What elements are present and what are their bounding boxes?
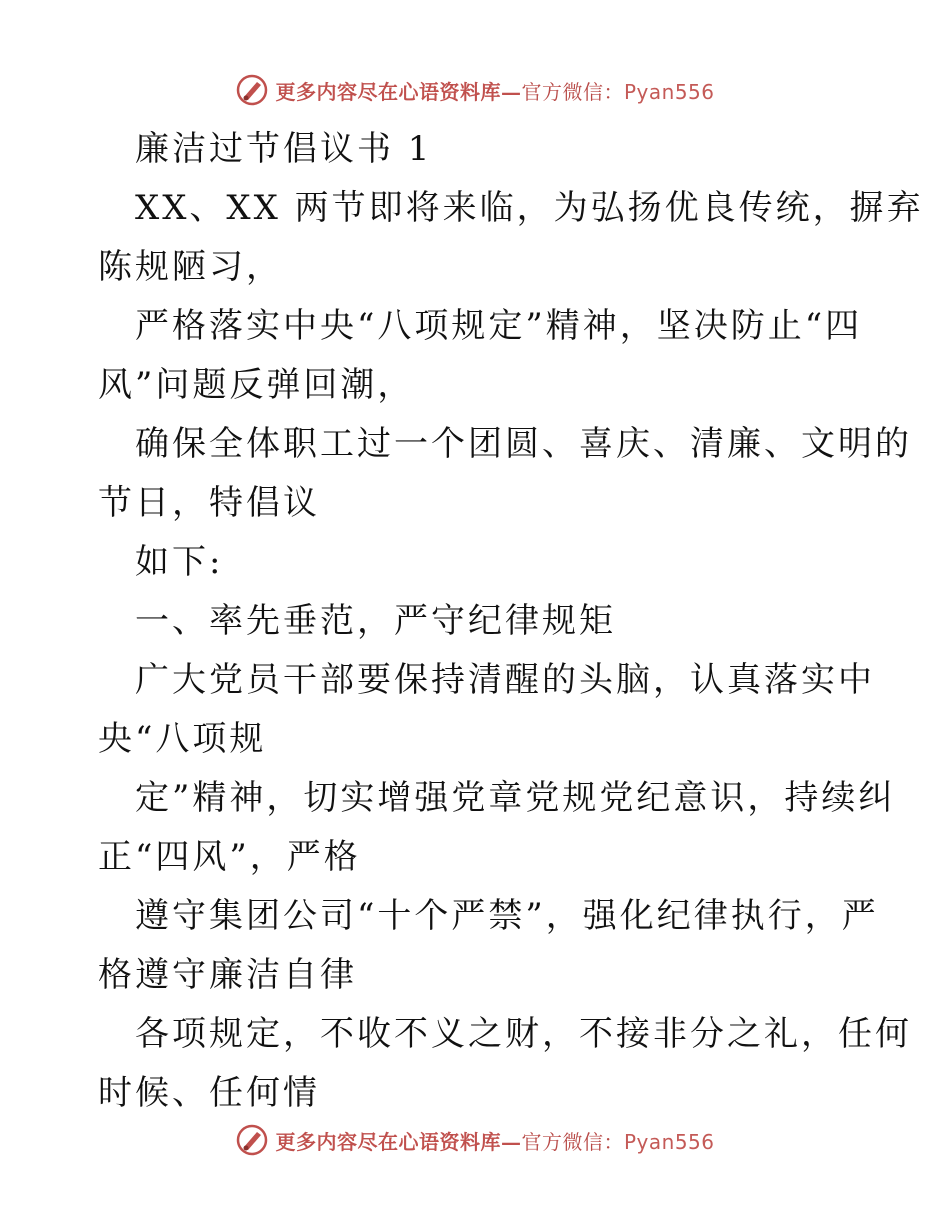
watermark-group [235, 73, 714, 107]
pen-logo-icon [235, 73, 269, 107]
text-line: 时候、任何情 [98, 1073, 320, 1113]
header-watermark [0, 70, 950, 110]
text-line: 节日，特倡议 [98, 483, 320, 523]
watermark-text [275, 1126, 714, 1155]
watermark-group [235, 1123, 714, 1157]
watermark-dash: — [500, 79, 522, 104]
document-body [98, 120, 924, 1123]
text-line: 严格落实中央“八项规定”精神，坚决防止“四 [135, 306, 863, 346]
watermark-handle: Pyan556 [623, 1129, 715, 1154]
text-line: 确保全体职工过一个团圆、喜庆、清廉、文明的 [135, 424, 912, 464]
watermark-wechat-label: 官方微信： [521, 79, 624, 104]
text-line: 定”精神，切实增强党章党规党纪意识，持续纠 [135, 778, 896, 818]
text-line: 风”问题反弹回潮， [98, 365, 415, 405]
text-line: 如下: [135, 542, 224, 582]
text-line: 广大党员干部要保持清醒的头脑，认真落实中 [135, 660, 875, 700]
watermark-main: 更多内容尽在心语资料库 [275, 1129, 501, 1154]
text-line: 陈规陋习， [98, 247, 283, 287]
text-line: 遵守集团公司“十个严禁”，强化纪律执行，严 [135, 896, 879, 936]
text-line: 格遵守廉洁自律 [98, 955, 357, 995]
text-line: 一、率先垂范，严守纪律规矩 [135, 601, 616, 641]
watermark-main: 更多内容尽在心语资料库 [275, 79, 501, 104]
text-line: 央“八项规 [98, 719, 267, 759]
text-line: 廉洁过节倡议书 1 [135, 129, 433, 169]
text-line: XX、XX 两节即将来临，为弘扬优良传统，摒弃 [135, 188, 924, 228]
watermark-text [275, 76, 714, 105]
text-line: 正“四风”，严格 [98, 837, 361, 877]
pen-logo-icon [235, 1123, 269, 1157]
watermark-wechat-label: 官方微信： [521, 1129, 624, 1154]
footer-watermark [0, 1120, 950, 1160]
watermark-dash: — [500, 1129, 522, 1154]
watermark-handle: Pyan556 [623, 79, 715, 104]
text-line: 各项规定，不收不义之财，不接非分之礼，任何 [135, 1014, 912, 1054]
